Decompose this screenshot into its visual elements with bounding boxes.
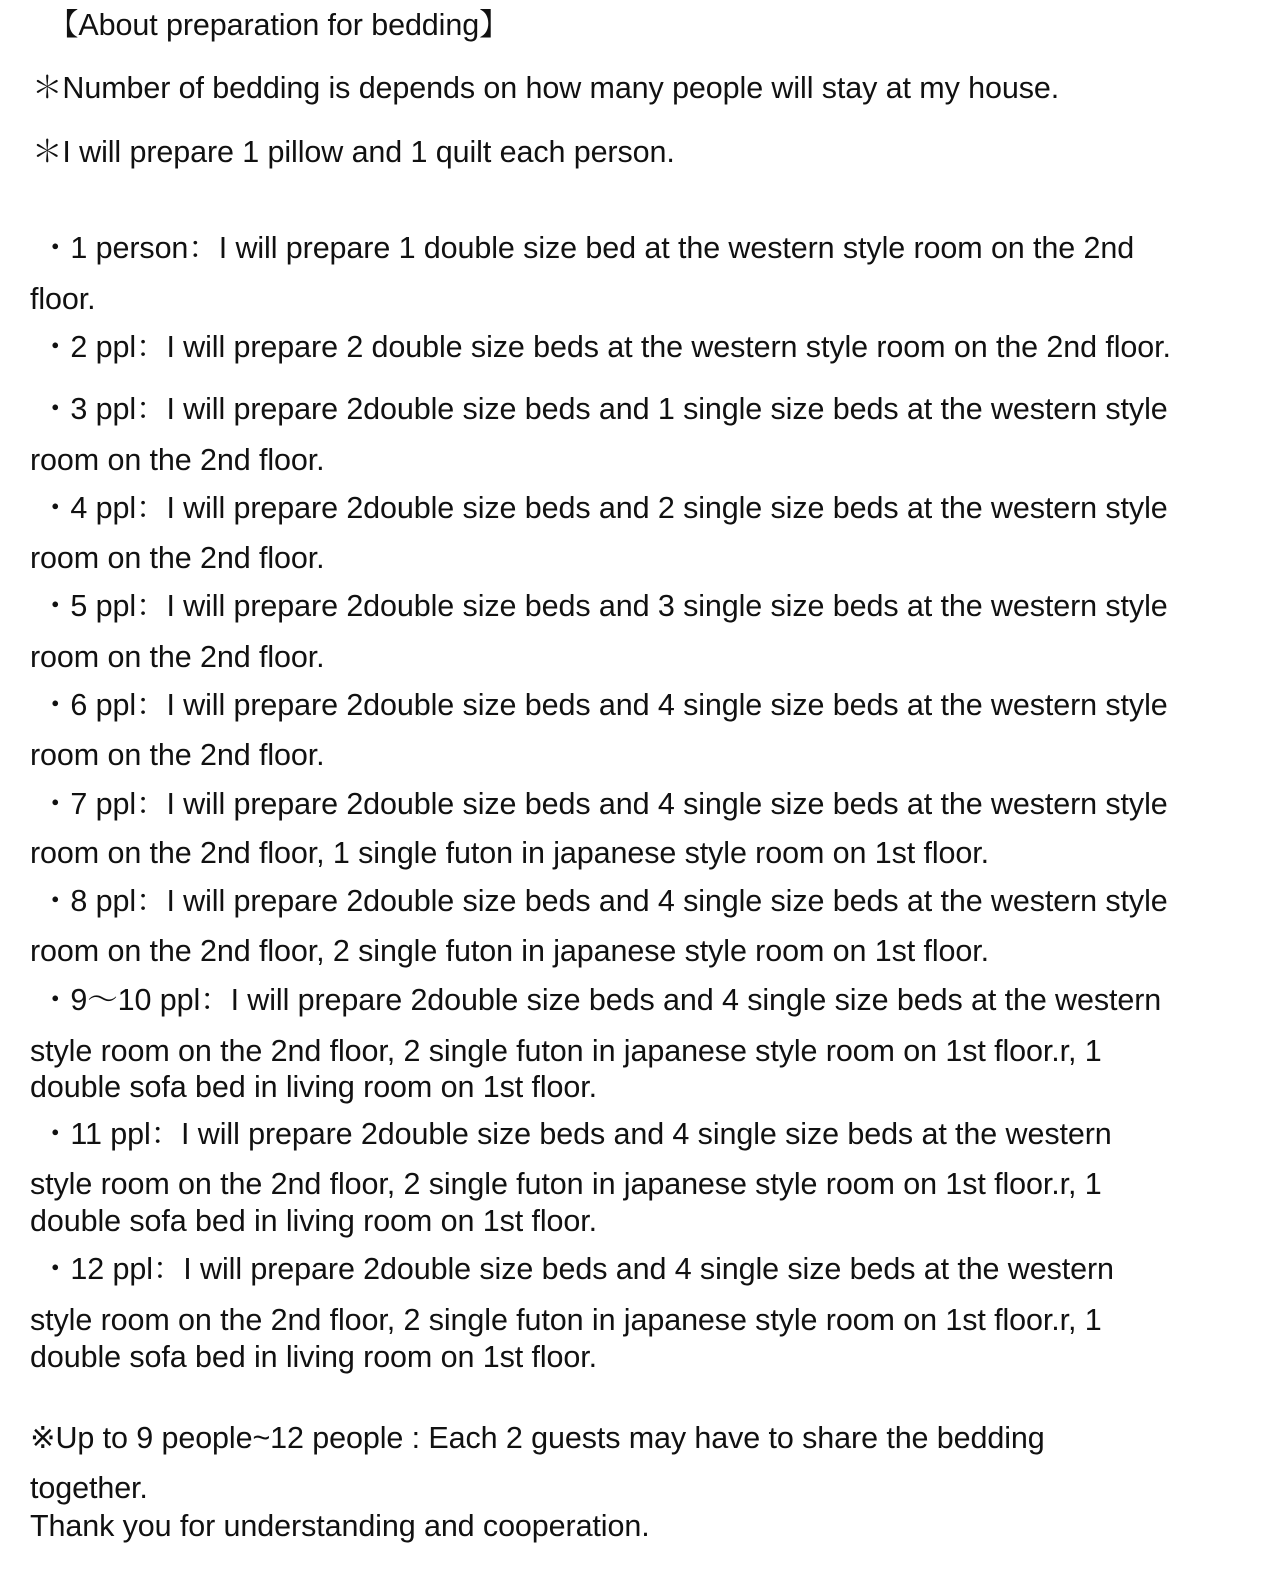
list-item-6-ppl-cont: room on the 2nd floor. [30,738,325,772]
list-item-3-ppl-cont: room on the 2nd floor. [30,443,325,477]
list-item-9-10-ppl: ・9～10 ppl：I will prepare 2double size beds and 4 single size beds at the western [40,983,1162,1017]
footer-thanks: Thank you for understanding and cooperation. [30,1509,650,1543]
footer-note-cont: together. [30,1471,148,1505]
list-item-1-person-cont: floor. [30,282,96,316]
list-item-12-ppl-cont: style room on the 2nd floor, 2 single futon in japanese style room on 1st floor.r, 1 [30,1303,1102,1337]
list-item-12-ppl: ・12 ppl：I will prepare 2double size beds and 4 single size beds at the western [40,1252,1114,1286]
list-item-6-ppl: ・6 ppl：I will prepare 2double size beds and 4 single size beds at the western style [40,688,1168,722]
list-item-9-10-ppl-cont: style room on the 2nd floor, 2 single futon in japanese style room on 1st floor.r, 1 [30,1034,1102,1068]
list-item-12-ppl-cont2: double sofa bed in living room on 1st floor. [30,1340,597,1374]
list-item-9-10-ppl-cont2: double sofa bed in living room on 1st floor. [30,1070,597,1104]
note-pillow-quilt: ＊I will prepare 1 pillow and 1 quilt each person. [32,135,675,169]
list-item-8-ppl: ・8 ppl：I will prepare 2double size beds and 4 single size beds at the western style [40,884,1168,918]
list-item-7-ppl-cont: room on the 2nd floor, 1 single futon in japanese style room on 1st floor. [30,836,990,870]
list-item-1-person: ・1 person：I will prepare 1 double size bed at the western style room on the 2nd [40,231,1135,265]
list-item-5-ppl: ・5 ppl：I will prepare 2double size beds and 3 single size beds at the western style [40,589,1168,623]
list-item-7-ppl: ・7 ppl：I will prepare 2double size beds and 4 single size beds at the western style [40,787,1168,821]
list-item-4-ppl-cont: room on the 2nd floor. [30,541,325,575]
note-bedding-count: ＊Number of bedding is depends on how many people will stay at my house. [32,71,1060,105]
list-item-8-ppl-cont: room on the 2nd floor, 2 single futon in japanese style room on 1st floor. [30,934,990,968]
list-item-11-ppl-cont: style room on the 2nd floor, 2 single futon in japanese style room on 1st floor.r, 1 [30,1167,1102,1201]
list-item-4-ppl: ・4 ppl：I will prepare 2double size beds and 2 single size beds at the western style [40,491,1168,525]
list-item-11-ppl-cont2: double sofa bed in living room on 1st floor. [30,1204,597,1238]
footer-note: ※Up to 9 people~12 people : Each 2 guests may have to share the bedding [30,1421,1045,1455]
list-item-5-ppl-cont: room on the 2nd floor. [30,640,325,674]
list-item-3-ppl: ・3 ppl：I will prepare 2double size beds and 1 single size beds at the western style [40,392,1168,426]
list-item-2-ppl: ・2 ppl：I will prepare 2 double size beds at the western style room on the 2nd floor. [40,330,1171,364]
document-heading: 【About preparation for bedding】 [48,8,510,42]
list-item-11-ppl: ・11 ppl：I will prepare 2double size beds and 4 single size beds at the western [40,1117,1112,1151]
